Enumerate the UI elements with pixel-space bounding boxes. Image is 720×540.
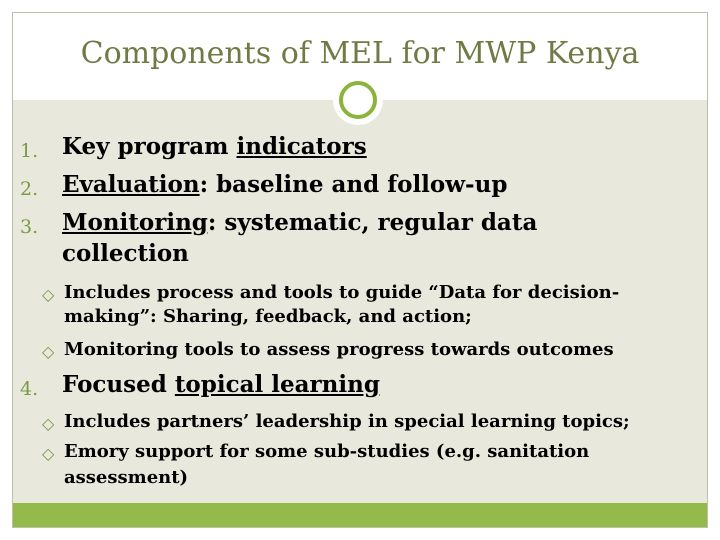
hollow-diamond-bullet-icon: ◇	[42, 342, 55, 361]
list-item-4	[62, 371, 380, 398]
hollow-diamond-bullet-icon: ◇	[42, 444, 55, 463]
bullet-item: Includes partners’ leadership in special learning topics;	[64, 411, 630, 432]
divider-ornament-circle	[339, 81, 377, 119]
item-3-underlined: Monitoring	[62, 209, 208, 236]
item-number: 2.	[20, 178, 39, 200]
item-2-text: : baseline and follow-up	[199, 171, 508, 198]
item-3-text: : systematic, regular data	[207, 209, 538, 236]
bullet-item-continuation: making”: Sharing, feedback, and action;	[64, 306, 472, 327]
hollow-diamond-bullet-icon: ◇	[42, 285, 55, 304]
hollow-diamond-bullet-icon: ◇	[42, 414, 55, 433]
item-number: 1.	[20, 140, 39, 162]
list-item-3	[62, 209, 537, 236]
item-1-text: Key program	[62, 133, 237, 160]
footer-bar	[13, 503, 707, 527]
item-3-continuation: collection	[62, 240, 189, 267]
list-item-2	[62, 171, 507, 198]
slide-title: Components of MEL for MWP Kenya	[80, 36, 640, 71]
bullet-item: Emory support for some sub-studies (e.g. sanitation	[64, 441, 590, 462]
bullet-item-continuation: assessment)	[64, 467, 189, 488]
item-number: 3.	[20, 216, 39, 238]
item-4-text: Focused	[62, 371, 175, 398]
item-4-underlined: topical learning	[174, 371, 380, 398]
item-2-underlined: Evaluation	[62, 171, 200, 198]
item-1-underlined: indicators	[236, 133, 367, 160]
list-item-1	[62, 133, 367, 160]
item-number: 4.	[20, 378, 39, 400]
bullet-item: Includes process and tools to guide “Data for decision-	[64, 282, 620, 303]
bullet-item: Monitoring tools to assess progress towards outcomes	[64, 339, 614, 360]
